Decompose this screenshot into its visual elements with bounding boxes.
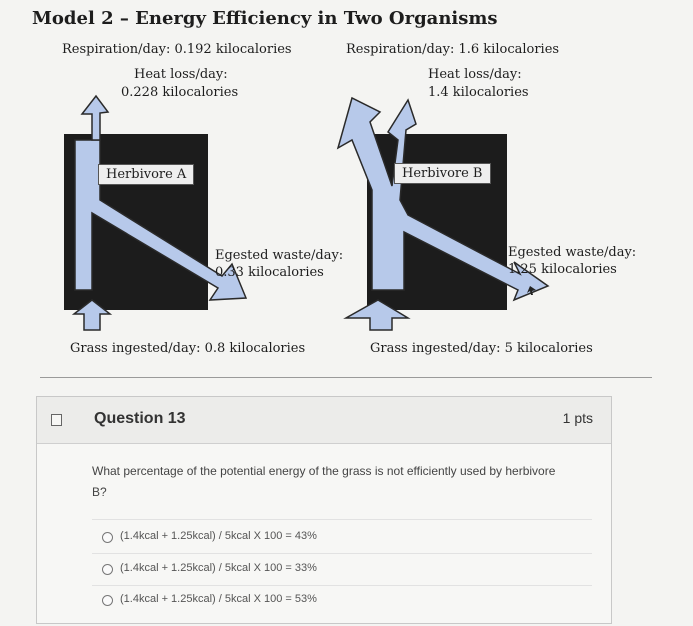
radio-button[interactable] xyxy=(102,595,113,606)
answer-divider xyxy=(92,553,592,554)
answer-divider xyxy=(92,585,592,586)
left-egested-label: Egested waste/day: xyxy=(215,248,344,263)
divider xyxy=(40,377,652,378)
right-egested-value: 1.25 kilocalories xyxy=(508,262,617,277)
radio-button[interactable] xyxy=(102,564,113,575)
left-egested-value: 0.33 kilocalories xyxy=(215,265,324,280)
right-egested-label: Egested waste/day: xyxy=(508,245,637,260)
answer-option-3[interactable] xyxy=(92,590,592,612)
answer-option-2[interactable] xyxy=(92,559,592,581)
question-points: 1 pts xyxy=(562,410,593,426)
left-heat-loss-value: 0.228 kilocalories xyxy=(121,85,239,100)
question-card xyxy=(36,396,612,624)
answer-option-3-text: (1.4kcal + 1.25kcal) / 5kcal X 100 = 53% xyxy=(120,593,317,605)
left-grass-label: Grass ingested/day: 0.8 kilocalories xyxy=(70,341,306,356)
herbivore-a-heat-arrow xyxy=(82,96,108,140)
right-respiration-label: Respiration/day: 1.6 kilocalories xyxy=(346,42,560,57)
answer-option-1[interactable] xyxy=(92,527,592,549)
left-respiration-label: Respiration/day: 0.192 kilocalories xyxy=(62,42,292,57)
herbivore-a-label: Herbivore A xyxy=(98,164,194,185)
model-title: Model 2 – Energy Efficiency in Two Organisms xyxy=(32,8,498,29)
right-heat-loss-value: 1.4 kilocalories xyxy=(428,85,529,100)
answer-option-1-text: (1.4kcal + 1.25kcal) / 5kcal X 100 = 43% xyxy=(120,530,317,542)
right-grass-label: Grass ingested/day: 5 kilocalories xyxy=(370,341,593,356)
answer-divider xyxy=(92,519,592,520)
question-header xyxy=(37,397,611,444)
flag-question-icon[interactable] xyxy=(51,414,62,426)
answer-option-2-text: (1.4kcal + 1.25kcal) / 5kcal X 100 = 33% xyxy=(120,562,317,574)
radio-button[interactable] xyxy=(102,532,113,543)
herbivore-b-label: Herbivore B xyxy=(394,163,491,184)
question-title: Question 13 xyxy=(94,410,186,427)
left-heat-loss-label: Heat loss/day: xyxy=(134,67,228,82)
right-heat-loss-label: Heat loss/day: xyxy=(428,67,522,82)
question-text: What percentage of the potential energy of the grass is not efficiently used by herbivore B? xyxy=(92,464,556,499)
